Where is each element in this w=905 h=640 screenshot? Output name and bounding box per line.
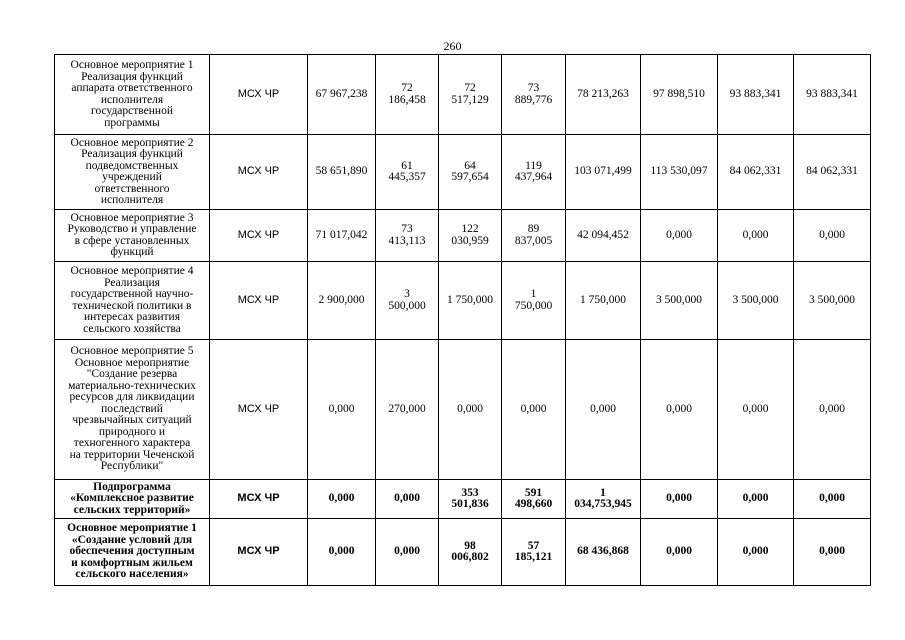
executor-cell (210, 135, 308, 210)
value-cell (641, 135, 718, 210)
activity-name: Основное мероприятие 1 «Создание условий для обеспечения доступным и комфортным жильем сельского населения» (67, 522, 197, 581)
value-cell (718, 340, 794, 480)
value: 3 500,000 (388, 288, 426, 312)
value-cell (718, 262, 794, 340)
value-cell (376, 135, 439, 210)
value-cell (502, 340, 566, 480)
value: 57 185,121 (514, 539, 553, 563)
value: 1 750,000 (447, 293, 493, 306)
value: 3 500,000 (732, 293, 779, 306)
value: 93 883,341 (729, 87, 782, 100)
value: 0,000 (666, 492, 692, 505)
table-row (55, 55, 871, 135)
value: 0,000 (328, 492, 355, 505)
value-cell (641, 55, 718, 135)
activity-name-cell (55, 519, 210, 586)
value-cell (641, 340, 718, 480)
value: 98 006,802 (451, 539, 489, 563)
value-cell (502, 55, 566, 135)
activity-name: Основное мероприятие 3 Руководство и управление в сфере установленных функций (67, 211, 197, 258)
executor-cell (210, 340, 308, 480)
value-cell (794, 519, 871, 586)
value: 0,000 (819, 402, 845, 415)
value-cell (502, 210, 566, 262)
activity-name: Основное мероприятие 5 Основное мероприятие "Создание резерва материально-технических ресурсов для ликвидации последствий чрезвычайных ситуаций природного и техногенного характера на территории Чеченской Республики" (68, 345, 196, 473)
value: 0,000 (328, 402, 355, 415)
value-cell (376, 262, 439, 340)
value: 0,000 (394, 545, 420, 558)
value-cell (308, 55, 376, 135)
value-cell (718, 480, 794, 519)
value-cell (794, 210, 871, 262)
value: 78 213,263 (577, 87, 629, 100)
budget-table (54, 54, 871, 586)
executor: МСХ ЧР (237, 228, 280, 241)
value-cell (794, 135, 871, 210)
table-row (55, 340, 871, 480)
executor: МСХ ЧР (237, 492, 280, 505)
value: 84 062,331 (806, 165, 858, 178)
activity-name-cell (55, 55, 210, 135)
value-cell (566, 480, 641, 519)
value: 0,000 (742, 228, 769, 241)
executor: МСХ ЧР (237, 87, 280, 100)
value-cell (718, 55, 794, 135)
value-cell (308, 519, 376, 586)
activity-name: Основное мероприятие 4 Реализация государственной научно- технической политики в интересах развития сельского хозяйства (70, 265, 194, 335)
value-cell (566, 210, 641, 262)
activity-name: Подпрограмма «Комплексное развитие сельских территорий» (70, 480, 194, 516)
table-row (55, 262, 871, 340)
value: 73 413,113 (388, 223, 426, 247)
value-cell (308, 480, 376, 519)
value-cell (641, 210, 718, 262)
value: 2 900,000 (318, 293, 365, 306)
value: 0,000 (819, 492, 845, 505)
value: 0,000 (742, 492, 769, 505)
value: 3 500,000 (809, 293, 855, 306)
value-cell (566, 55, 641, 135)
value: 1 750,000 (580, 293, 626, 306)
value-cell (502, 519, 566, 586)
value: 591 498,660 (514, 486, 553, 510)
value: 93 883,341 (806, 87, 858, 100)
value-cell (794, 55, 871, 135)
value: 0,000 (819, 545, 845, 558)
value-cell (794, 340, 871, 480)
activity-name-cell (55, 210, 210, 262)
value: 84 062,331 (729, 165, 782, 178)
value-cell (308, 135, 376, 210)
value-cell (439, 135, 502, 210)
value: 42 094,452 (577, 228, 629, 241)
value-cell (566, 262, 641, 340)
value-cell (502, 480, 566, 519)
activity-name-cell (55, 135, 210, 210)
value: 0,000 (590, 402, 616, 415)
table-row (55, 135, 871, 210)
value-cell (566, 519, 641, 586)
value: 1 034,753,945 (574, 486, 632, 510)
value-cell (718, 519, 794, 586)
value: 103 071,499 (574, 165, 632, 178)
table-row (55, 519, 871, 586)
value-cell (794, 480, 871, 519)
value: 73 889,776 (514, 82, 553, 106)
value: 58 651,890 (315, 165, 368, 178)
value-cell (718, 210, 794, 262)
value: 0,000 (328, 545, 355, 558)
value-cell (308, 262, 376, 340)
value: 89 837,005 (514, 223, 553, 247)
value: 0,000 (666, 545, 692, 558)
value-cell (641, 519, 718, 586)
value-cell (376, 480, 439, 519)
value: 122 030,959 (451, 223, 489, 247)
value-cell (641, 262, 718, 340)
value: 119 437,964 (514, 159, 553, 183)
value-cell (376, 340, 439, 480)
value: 61 445,357 (388, 159, 426, 183)
activity-name-cell (55, 262, 210, 340)
activity-name-cell (55, 480, 210, 519)
executor-cell (210, 262, 308, 340)
page-number: 260 (443, 39, 462, 53)
table-row (55, 480, 871, 519)
executor: МСХ ЧР (237, 293, 280, 306)
executor-cell (210, 210, 308, 262)
executor-cell (210, 55, 308, 135)
value-cell (566, 340, 641, 480)
value: 72 186,458 (388, 82, 426, 106)
value: 67 967,238 (315, 87, 368, 100)
value: 0,000 (819, 228, 845, 241)
activity-name: Основное мероприятие 2 Реализация функций подведомственных учреждений ответственного исполнителя (70, 136, 194, 206)
executor: МСХ ЧР (237, 165, 280, 178)
value-cell (439, 519, 502, 586)
value: 71 017,042 (315, 228, 368, 241)
value-cell (308, 340, 376, 480)
value: 0,000 (742, 402, 769, 415)
value: 97 898,510 (653, 87, 705, 100)
value: 1 750,000 (514, 288, 553, 312)
table-row (55, 210, 871, 262)
value: 270,000 (388, 402, 426, 415)
value-cell (439, 55, 502, 135)
value-cell (376, 519, 439, 586)
value: 0,000 (520, 402, 547, 415)
value-cell (502, 262, 566, 340)
value-cell (439, 210, 502, 262)
value-cell (439, 340, 502, 480)
value: 64 597,654 (451, 159, 489, 183)
value-cell (794, 262, 871, 340)
executor: МСХ ЧР (237, 402, 280, 415)
value: 68 436,868 (577, 545, 629, 558)
value-cell (439, 480, 502, 519)
executor-cell (210, 519, 308, 586)
table-body (55, 55, 871, 586)
executor-cell (210, 480, 308, 519)
value-cell (566, 135, 641, 210)
value-cell (641, 480, 718, 519)
activity-name: Основное мероприятие 1 Реализация функций аппарата ответственного исполнителя государственной программы (70, 59, 194, 129)
value-cell (308, 210, 376, 262)
value: 0,000 (457, 402, 483, 415)
value: 0,000 (742, 545, 769, 558)
value-cell (376, 55, 439, 135)
value-cell (376, 210, 439, 262)
value-cell (502, 135, 566, 210)
value: 72 517,129 (451, 82, 489, 106)
value: 0,000 (394, 492, 420, 505)
value-cell (439, 262, 502, 340)
value: 0,000 (666, 402, 692, 415)
value: 113 530,097 (650, 165, 708, 178)
executor: МСХ ЧР (237, 545, 280, 558)
value: 0,000 (666, 228, 692, 241)
value-cell (718, 135, 794, 210)
activity-name-cell (55, 340, 210, 480)
value: 3 500,000 (656, 293, 702, 306)
value: 353 501,836 (451, 486, 489, 510)
